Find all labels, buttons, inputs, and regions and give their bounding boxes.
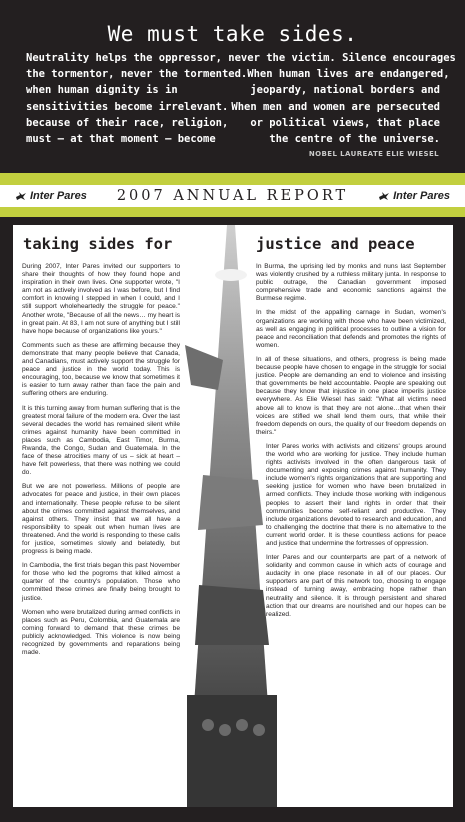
quote-attribution: NOBEL LAUREATE ELIE WIESEL <box>308 150 439 158</box>
paragraph: In the midst of the appalling carnage in Sudan, women's organizations are working with those who have been victimized, as well as engaging in political processes to outline a vision for peace and reconciliation that defends and promotes the rights of women. <box>256 309 446 349</box>
report-title: 2007 ANNUAL REPORT <box>116 188 349 204</box>
crowd-photo <box>187 695 277 807</box>
article-heading-right: justice and peace <box>256 235 415 253</box>
child-photo <box>185 345 223 390</box>
dove-icon <box>378 191 390 201</box>
quote-line: sensitivities become irrelevant. When men and women are persecuted <box>26 100 440 113</box>
quote-line: when human dignity is in jeopardy, national borders and <box>26 84 440 97</box>
brand-logo-left: Inter Pares <box>15 190 87 202</box>
paragraph: But we are not powerless. Millions of people are advocates for peace and justice, in their own places and internationally. These people refuse to be silent about the crimes committed against themselves, and against others. They insist that we all have a responsibility to speak out when human lives are threatened. And the world is responding to these calls for justice, sometimes slowly and belatedly, but progress is being made. <box>22 483 180 556</box>
dove-image <box>215 269 247 281</box>
paragraph: In Burma, the uprising led by monks and nuns last September was violently crushed by a ruthless military junta. In response to public outrage, the Canadian government imposed comprehensive trade and economic sanctions against the Burmese regime. <box>256 263 446 303</box>
brand-logo-right: Inter Pares <box>378 190 450 202</box>
quote-line: Neutrality helps the oppressor, never the victim. Silence encourages <box>26 52 456 64</box>
report-banner <box>0 173 465 217</box>
village-photo <box>198 475 263 530</box>
dove-icon <box>15 191 27 201</box>
article-column-left <box>22 263 180 663</box>
quote-line: must – at that moment – become the centre of the universe. <box>26 133 440 146</box>
page-title: We must take sides. <box>107 22 358 46</box>
quote-line: because of their race, religion, or political views, that place <box>26 116 440 129</box>
quote-block <box>26 50 456 147</box>
quote-line: the tormentor, never the tormented. When human lives are endangered, <box>26 68 450 81</box>
paragraph: It is this turning away from human suffering that is the greatest moral failure of the modern era. Over the last several decades the world has remained silent while crimes against humanity have been committed in places such as Cambodia, East Timor, Burma, Rwanda, the Congo, Sudan and Guatemala. In the face of these atrocities many of us – sick at heart – have felt powerless, that there was nothing we could do. <box>22 404 180 477</box>
article-column-right <box>256 263 446 625</box>
article-area <box>13 225 453 807</box>
paragraph: In all of these situations, and others, progress is being made because people have chosen to engage in the struggle for social justice. People are demanding an end to violence and insisting that governments be held accountable. People are speaking out because they know that injustice in one place imperils justice everywhere. As Elie Wiesel has said: "What all victims need above all to know is that they are not alone…that when their voices are stifled we shall lend them ours, that while their freedom depends on ours, the quality of our freedom depends on theirs." <box>256 355 446 436</box>
paragraph: Comments such as these are affirming because they demonstrate that many people believe that Canada, and Canadians, must actively support the struggle for peace and justice in the world today. This is encouraging, too, because we know that sometimes it is easier to turn away rather than face the pain and suffering others are enduring. <box>22 341 180 398</box>
paragraph: During 2007, Inter Pares invited our supporters to share their thoughts of how they found hope and inspiration in their own lives. One supporter wrote, "I am not as actively involved as I was before, but I find comfort in knowing I stepped in when I could, and I still support wholeheartedly the struggle for peace." Another wrote, "Because of all the news… my heart is in great pain. At 83, I am not sure of anything but I still have hope because of organizations like yours." <box>22 263 180 335</box>
paragraph: In Cambodia, the first trials began this past November for those who led the pogroms that killed almost a quarter of the country's population. Those who committed these crimes are finally being brought to justice. <box>22 562 180 602</box>
paragraph: Inter Pares and our counterparts are part of a network of solidarity and common cause in which acts of courage and audacity in one place resonate in all of our places. Our supporters are part of this network too, choosing to engage instead of turning away, embracing hope rather than neutrality and silence. It is through persistent and shared action that our dreams are nourished and our hopes can be realized. <box>266 554 446 618</box>
report-banner-strip <box>0 185 465 207</box>
paragraph: Inter Pares works with activists and citizens' groups around the world who are working for justice. They include human rights activists involved in the often dangerous task of documenting and exposing crimes against humanity. They include women's rights organizations that are supporting and seeking justice for women who have been brutalized in armed conflicts. They include those working with indigenous peoples to assert their land rights in order that their communities become self-reliant and productive. They include organizations devoted to research and education, and to challenging the doctrine that there is no alternative to the current world order. It is these countless actions for peace and justice that undermine the fortresses of oppression. <box>266 442 446 547</box>
paragraph: Women who were brutalized during armed conflicts in places such as Peru, Colombia, and Guatemala are coming forward to demand that these crimes be publicly acknowledged. This violence is now being recognized by governments and reparations being made. <box>22 608 180 657</box>
article-heading-left: taking sides for <box>23 235 173 253</box>
